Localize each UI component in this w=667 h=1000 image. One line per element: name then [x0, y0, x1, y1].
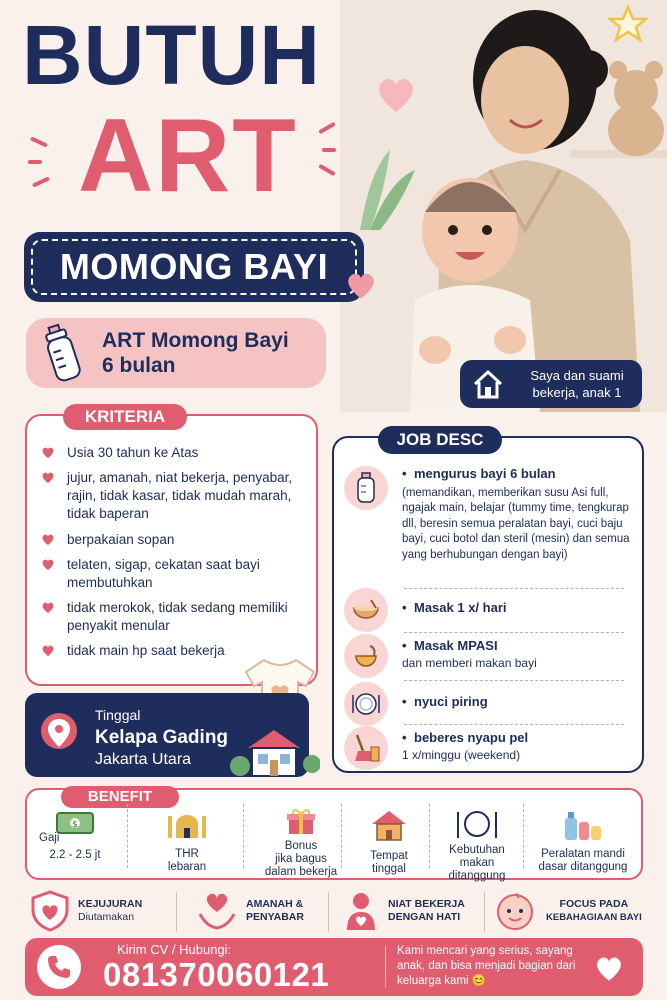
value-item [196, 888, 304, 934]
family-note-line1: Saya dan suami [530, 368, 624, 383]
headline-butuh: BUTUH [22, 8, 321, 102]
footer-divider [385, 946, 386, 988]
kriteria-text: jujur, amanah, niat bekerja, penyabar, rajin, tidak kasar, tidak mudah marah, tidak baperan [67, 470, 293, 521]
sparkle-decoration [318, 122, 336, 134]
heart-icon [593, 954, 625, 982]
heart-bullet-icon [41, 644, 55, 657]
contact-phone[interactable]: 081370060121 [103, 956, 330, 993]
momong-bayi-banner [24, 232, 364, 302]
list-item [41, 444, 306, 462]
benefit-line1: Gaji [39, 832, 60, 844]
family-note-badge [460, 360, 642, 408]
toiletries-icon [561, 808, 605, 842]
heart-bullet-icon [41, 471, 55, 484]
location-city: Jakarta Utara [95, 751, 192, 768]
plate-icon [344, 682, 388, 726]
heart-bullet-icon [41, 533, 55, 546]
phone-icon [46, 954, 72, 980]
sparkle-decoration [318, 164, 336, 176]
benefit-line1: Kebutuhan [449, 844, 505, 856]
job-desc-main: • Masak MPASI [402, 638, 537, 654]
location-label: Tinggal [95, 707, 141, 723]
job-desc-item [344, 466, 630, 563]
benefit-panel [25, 788, 643, 880]
kriteria-list [41, 444, 306, 667]
money-icon [55, 808, 95, 836]
benefit-line2: makan [459, 857, 495, 869]
contact-footer [25, 938, 643, 996]
position-age: 6 bulan [102, 354, 176, 377]
benefit-title: BENEFIT [61, 786, 179, 808]
job-desc-detail: dan memberi makan bayi [402, 655, 537, 670]
contact-label: Kirim CV / Hubungi: [117, 942, 232, 957]
benefit-line1: Tempat [370, 850, 408, 862]
job-desc-detail: (memandikan, memberikan susu Asi full, ngajak main, belajar (tummy time, tengkurap dll, beresin semua peralatan bayi, cuci baju bayi, cuci botol dan steril (mesin) dan semua yang berhubungan dengan bayi) [402, 486, 630, 561]
family-note-line2: bekerja, anak 1 [532, 385, 622, 400]
benefit-item [35, 808, 115, 862]
benefit-line3: dalam bekerja [264, 866, 338, 878]
benefit-line2: dasar ditanggung [538, 861, 628, 873]
gift-icon [286, 808, 316, 836]
benefit-line3: ditanggung [448, 870, 506, 882]
baby-bottle-icon [344, 466, 388, 510]
benefit-line2: 2.2 - 2.5 jt [49, 849, 101, 861]
list-item [41, 599, 306, 635]
kriteria-panel [25, 407, 318, 686]
sparkle-decoration [30, 136, 48, 147]
banner-text: MOMONG BAYI [31, 239, 357, 295]
hands-heart-icon [196, 890, 238, 932]
cooking-bowl-icon [344, 588, 388, 632]
svg-text:$: $ [72, 820, 78, 830]
benefit-line2: jika bagus [275, 853, 327, 865]
kriteria-text: tidak main hp saat bekerja [67, 643, 225, 658]
value-title: AMANAH & [246, 898, 304, 910]
heart-icon [344, 270, 378, 300]
sparkle-decoration [32, 176, 50, 187]
value-subtitle: DENGAN HATI [388, 911, 461, 923]
value-subtitle: PENYABAR [246, 911, 304, 923]
benefit-item [527, 808, 639, 874]
mosque-icon [164, 808, 210, 840]
value-item [342, 888, 465, 934]
kriteria-text: tidak merokok, tidak sedang memiliki penyakit menular [67, 600, 288, 633]
benefit-line1: Bonus [284, 840, 318, 852]
job-desc-main: • nyuci piring [402, 694, 488, 710]
value-title: NIAT BEKERJA [388, 898, 465, 910]
kriteria-title: KRITERIA [63, 404, 187, 430]
benefit-item [349, 808, 429, 876]
heart-bullet-icon [41, 558, 55, 571]
house-illustration-icon [228, 726, 320, 778]
job-desc-main: • mengurus bayi 6 bulan [402, 466, 630, 482]
plate-cutlery-icon [452, 808, 502, 840]
job-desc-title: JOB DESC [378, 426, 502, 454]
benefit-item [139, 808, 235, 874]
nanny-baby-photo [340, 0, 667, 412]
headline-art: ART [78, 98, 298, 214]
sparkle-decoration [28, 160, 42, 164]
job-desc-item [344, 588, 630, 632]
kriteria-text: Usia 30 tahun ke Atas [67, 445, 199, 460]
job-desc-item [344, 726, 630, 770]
value-subtitle: Diutamakan [78, 911, 135, 923]
star-icon [608, 4, 648, 42]
shield-heart-icon [30, 890, 70, 932]
house-icon [472, 369, 504, 399]
value-subtitle: KEBAHAGIAAN BAYI [546, 912, 642, 923]
value-title: KEJUJURAN [78, 898, 143, 910]
list-item [41, 531, 306, 549]
house-icon [369, 808, 409, 842]
baby-face-icon [494, 890, 536, 932]
sparkle-decoration [322, 148, 336, 152]
list-item [41, 556, 306, 592]
kriteria-text: telaten, sigap, cekatan saat bayi membutuhkan [67, 557, 260, 590]
location-pin-icon [39, 711, 79, 757]
benefit-item [251, 808, 351, 879]
benefit-item [433, 808, 521, 883]
position-title: ART Momong Bayi [102, 329, 289, 352]
benefit-line2: tinggal [372, 863, 406, 875]
value-title: FOCUS PADA [559, 898, 629, 910]
worker-icon [342, 890, 380, 932]
benefit-line1: THR [175, 848, 199, 860]
job-desc-main: • beberes nyapu pel [402, 730, 528, 746]
list-item [41, 469, 306, 523]
baby-food-icon [344, 634, 388, 678]
heart-bullet-icon [41, 446, 55, 459]
job-desc-detail: 1 x/minggu (weekend) [402, 747, 521, 762]
location-area: Kelapa Gading [95, 727, 229, 748]
broom-icon [344, 726, 388, 770]
job-desc-item [344, 634, 630, 678]
phone-icon-circle [37, 945, 81, 989]
benefit-line1: Peralatan mandi [541, 848, 625, 860]
job-desc-main: • Masak 1 x/ hari [402, 600, 507, 616]
contact-message: Kami mencari yang serius, sayang anak, dan bisa menjadi bagian dari keluarga kami 😊 [397, 945, 576, 987]
heart-bullet-icon [41, 601, 55, 614]
value-item [30, 888, 142, 934]
baby-bottle-icon [36, 322, 88, 384]
kriteria-text: berpakaian sopan [67, 532, 175, 547]
job-desc-panel [332, 430, 644, 773]
value-item [494, 888, 642, 934]
heart-icon [374, 74, 418, 114]
benefit-line2: lebaran [167, 861, 207, 873]
position-pill [26, 318, 326, 388]
job-desc-item [344, 682, 630, 726]
